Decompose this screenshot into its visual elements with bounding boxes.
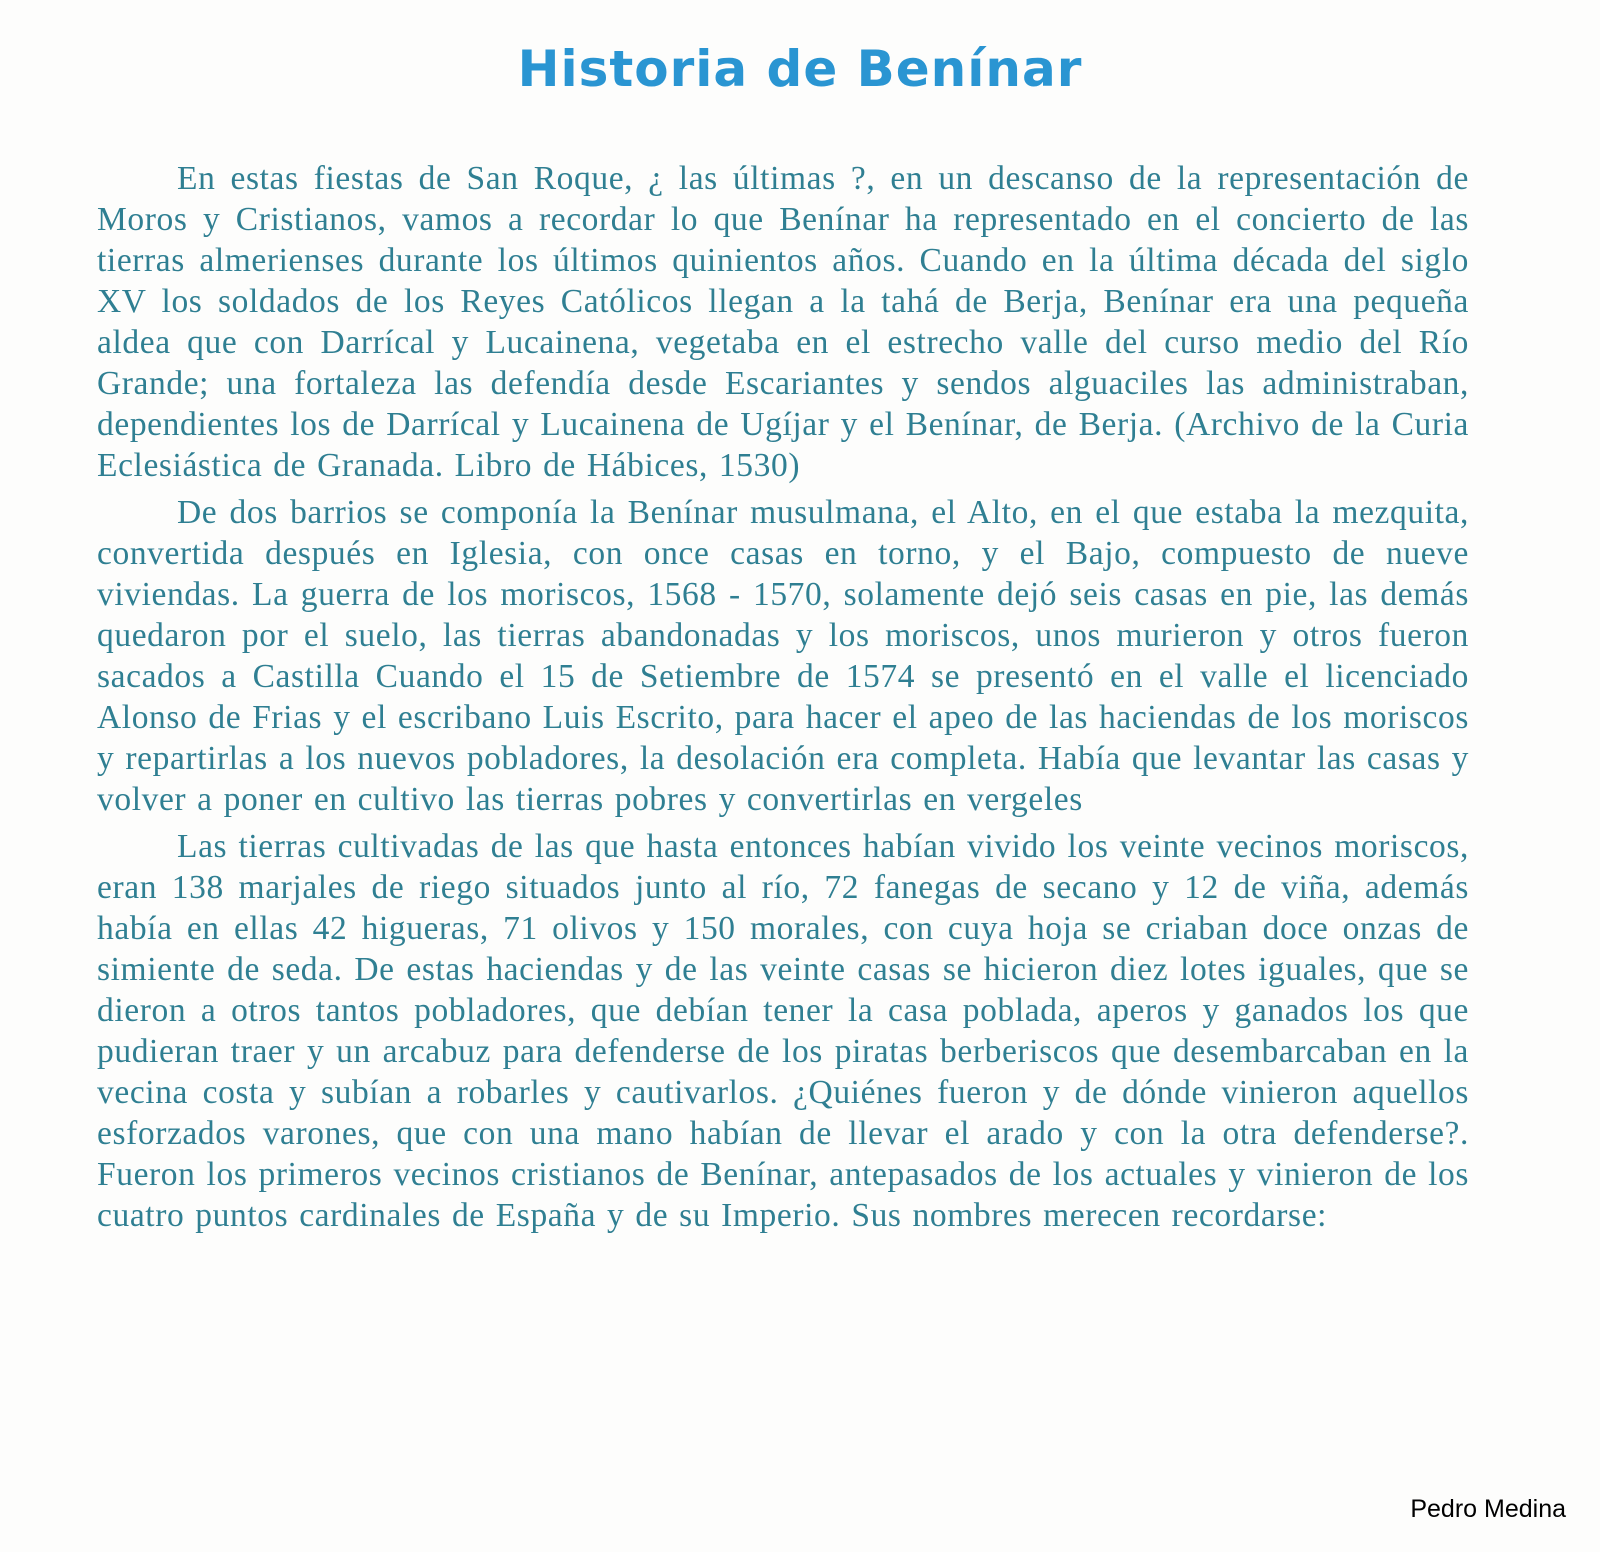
paragraph-3: Las tierras cultivadas de las que hasta entonces habían vivido los veinte vecinos moriscos, eran 138 marjales de riego situados junto al río, 72 fanegas de secano y 12 de viña, además había en ellas 42 higueras, 71 olivos y 150 morales, con cuya hoja se criaban doce onzas de simiente de seda. De estas haciendas y de las veinte casas se hicieron diez lotes iguales, que se dieron a otros tantos pobladores, que debían tener la casa poblada, aperos y ganados los que pudieran traer y un arcabuz para defenderse de los piratas berberiscos que desembarcaban en la vecina costa y subían a robarles y cautivarlos. ¿Quiénes fueron y de dónde vinieron aquellos esforzados varones, que con una mano habían de llevar el arado y con la otra defenderse?. Fueron los primeros vecinos cristianos de Benínar, antepasados de los actuales y vinieron de los cuatro puntos cardinales de España y de su Imperio. Sus nombres merecen recordarse: (97, 828, 1469, 1234)
article-body (97, 158, 1469, 1242)
paragraph-1: En estas fiestas de San Roque, ¿ las últimas ?, en un descanso de la representación de Moros y Cristianos, vamos a recordar lo que Benínar ha representado en el concierto de las tierras almerienses durante los últimos quinientos años. Cuando en la última década del siglo XV los soldados de los Reyes Católicos llegan a la tahá de Berja, Benínar era una pequeña aldea que con Darrícal y Lucainena, vegetaba en el estrecho valle del curso medio del Río Grande; una fortaleza las defendía desde Escariantes y sendos alguaciles las administraban, dependientes los de Darrícal y Lucainena de Ugíjar y el Benínar, de Berja. (Archivo de la Curia Eclesiástica de Granada. Libro de Hábices, 1530) (97, 160, 1469, 484)
paragraph-2: De dos barrios se componía la Benínar musulmana, el Alto, en el que estaba la mezquita, convertida después en Iglesia, con once casas en torno, y el Bajo, compuesto de nueve viviendas. La guerra de los moriscos, 1568 - 1570, solamente dejó seis casas en pie, las demás quedaron por el suelo, las tierras abandonadas y los moriscos, unos murieron y otros fueron sacados a Castilla Cuando el 15 de Setiembre de 1574 se presentó en el valle el licenciado Alonso de Frias y el escribano Luis Escrito, para hacer el apeo de las haciendas de los moriscos y repartirlas a los nuevos pobladores, la desolación era completa. Había que levantar las casas y volver a poner en cultivo las tierras pobres y convertirlas en vergeles (97, 494, 1469, 818)
page-title: Historia de Benínar (517, 40, 1083, 98)
author-signature: Pedro Medina (1410, 1495, 1566, 1523)
